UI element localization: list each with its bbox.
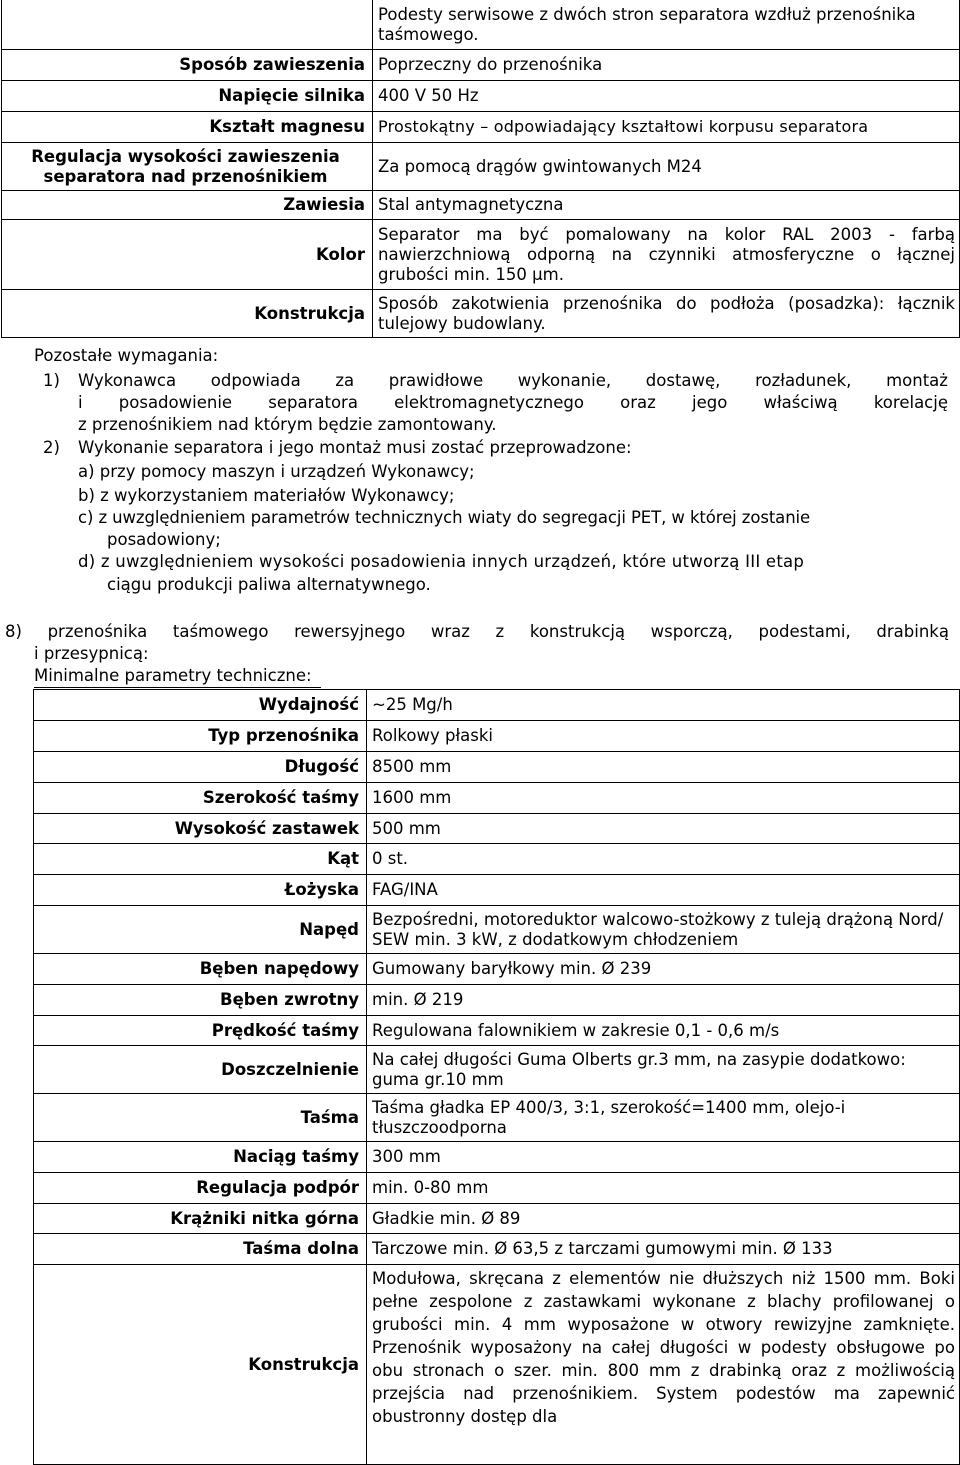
sub-item-c: c) z uwzględnieniem parametrów technicznych wiaty do segregacji PET, w której zostanie bbox=[78, 508, 811, 527]
spec-label: Konstrukcja bbox=[2, 290, 373, 338]
spec-value: Podesty serwisowe z dwóch stron separatora wzdłuż przenośnika taśmowego. bbox=[373, 0, 960, 50]
spec-value: ~25 Mg/h bbox=[367, 690, 960, 721]
section-8-heading: 8) przenośnika taśmowego rewersyjnego wraz z konstrukcją wsporczą, podestami, drabinką bbox=[5, 622, 949, 641]
table-row bbox=[2, 290, 960, 338]
spec-label: Prędkość taśmy bbox=[34, 1016, 367, 1046]
spec-value: Sposób zakotwienia przenośnika do podłoża (posadzka): łącznik tulejowy budowlany. bbox=[373, 290, 960, 338]
table-row bbox=[2, 112, 960, 143]
separator-spec-table bbox=[1, 0, 960, 338]
spec-value: Prostokątny – odpowiadający kształtowi korpusu separatora bbox=[373, 112, 960, 143]
table-row bbox=[34, 1173, 960, 1204]
table-row bbox=[34, 1094, 960, 1142]
spec-value: 300 mm bbox=[367, 1142, 960, 1173]
table-row bbox=[34, 1265, 960, 1465]
table-row bbox=[34, 721, 960, 752]
spec-label: Bęben zwrotny bbox=[34, 985, 367, 1016]
spec-value: Bezpośredni, motoreduktor walcowo-stożkowy z tuleją drążoną Nord/ SEW min. 3 kW, z dodatkowym chłodzeniem bbox=[367, 906, 960, 954]
spec-value: Separator ma być pomalowany na kolor RAL 2003 - farbą nawierzchniową odporną na czynniki atmosferyczne o łącznej grubości min. 150 μm. bbox=[373, 220, 960, 290]
requirement-1-line-1: Wykonawca odpowiada za prawidłowe wykonanie, dostawę, rozładunek, montaż bbox=[78, 371, 948, 390]
spec-value: Gumowany baryłkowy min. Ø 239 bbox=[367, 954, 960, 985]
table-row bbox=[34, 1234, 960, 1265]
requirement-1-line-2: i posadowienie separatora elektromagnetycznego oraz jego właściwą korelację bbox=[78, 393, 948, 412]
requirement-1-line-3: z przenośnikiem nad którym będzie zamontowany. bbox=[78, 415, 497, 434]
spec-value: 400 V 50 Hz bbox=[373, 81, 960, 112]
spec-value: Rolkowy płaski bbox=[367, 721, 960, 752]
spec-label: Szerokość taśmy bbox=[34, 783, 367, 814]
table-row bbox=[34, 783, 960, 814]
conveyor-spec-table bbox=[33, 689, 960, 1465]
spec-value: 8500 mm bbox=[367, 752, 960, 783]
spec-label: Konstrukcja bbox=[34, 1265, 367, 1465]
spec-value: 1600 mm bbox=[367, 783, 960, 814]
table-row bbox=[34, 752, 960, 783]
min-params-caption: Minimalne parametry techniczne: bbox=[34, 666, 312, 685]
table-row bbox=[2, 191, 960, 220]
table-row bbox=[2, 50, 960, 81]
sub-item-d-cont: ciągu produkcji paliwa alternatywnego. bbox=[107, 575, 431, 594]
requirement-2-text: Wykonanie separatora i jego montaż musi zostać przeprowadzone: bbox=[78, 438, 632, 457]
spec-label: Kolor bbox=[2, 220, 373, 290]
table-row bbox=[34, 954, 960, 985]
spec-label: Wysokość zastawek bbox=[34, 814, 367, 844]
spec-label: Krążniki nitka górna bbox=[34, 1204, 367, 1234]
spec-value: Na całej długości Guma Olberts gr.3 mm, na zasypie dodatkowo: guma gr.10 mm bbox=[367, 1046, 960, 1094]
spec-label: Typ przenośnika bbox=[34, 721, 367, 752]
table-row bbox=[2, 143, 960, 191]
table-row bbox=[34, 844, 960, 875]
spec-value: Tarczowe min. Ø 63,5 z tarczami gumowymi min. Ø 133 bbox=[367, 1234, 960, 1265]
spec-label: Długość bbox=[34, 752, 367, 783]
spec-label: Wydajność bbox=[34, 690, 367, 721]
spec-value: Za pomocą drągów gwintowanych M24 bbox=[373, 143, 960, 191]
table-row bbox=[34, 906, 960, 954]
spec-value: 500 mm bbox=[367, 814, 960, 844]
list-number: 2) bbox=[43, 438, 60, 457]
sub-item-d: d) z uwzględnieniem wysokości posadowienia innych urządzeń, które utworzą III etap bbox=[78, 552, 805, 571]
table-row bbox=[34, 1204, 960, 1234]
table-row bbox=[34, 1046, 960, 1094]
caption-underline bbox=[34, 687, 321, 688]
spec-label: Bęben napędowy bbox=[34, 954, 367, 985]
spec-label: Napięcie silnika bbox=[2, 81, 373, 112]
spec-value: Stal antymagnetyczna bbox=[373, 191, 960, 220]
spec-label: Kąt bbox=[34, 844, 367, 875]
spec-label: Doszczelnienie bbox=[34, 1046, 367, 1094]
table-row bbox=[34, 814, 960, 844]
table-row bbox=[34, 1142, 960, 1173]
spec-value: min. Ø 219 bbox=[367, 985, 960, 1016]
spec-value: Taśma gładka EP 400/3, 3:1, szerokość=1400 mm, olejo-i tłuszczoodporna bbox=[367, 1094, 960, 1142]
spec-label bbox=[2, 0, 373, 50]
spec-label: Sposób zawieszenia bbox=[2, 50, 373, 81]
table-row bbox=[34, 985, 960, 1016]
table-row bbox=[2, 0, 960, 50]
spec-value: Regulowana falownikiem w zakresie 0,1 - 0,6 m/s bbox=[367, 1016, 960, 1046]
spec-label: Taśma dolna bbox=[34, 1234, 367, 1265]
spec-value: Gładkie min. Ø 89 bbox=[367, 1204, 960, 1234]
spec-value: FAG/INA bbox=[367, 875, 960, 906]
table-row bbox=[34, 875, 960, 906]
spec-label: Łożyska bbox=[34, 875, 367, 906]
spec-label: Regulacja wysokości zawieszenia separatora nad przenośnikiem bbox=[2, 143, 373, 191]
spec-label: Naciąg taśmy bbox=[34, 1142, 367, 1173]
spec-label: Zawiesia bbox=[2, 191, 373, 220]
spec-label: Regulacja podpór bbox=[34, 1173, 367, 1204]
table-row bbox=[34, 1016, 960, 1046]
spec-value: 0 st. bbox=[367, 844, 960, 875]
spec-label: Napęd bbox=[34, 906, 367, 954]
spec-value: Poprzeczny do przenośnika bbox=[373, 50, 960, 81]
spec-value: Modułowa, skręcana z elementów nie dłuższych niż 1500 mm. Boki pełne zespolone z zastawkami wykonane z blachy profilowanej o grubości min. 4 mm wyposażone w otwory rewizyjne zamknięte. Przenośnik wyposażony na całej długości w podesty obsługowe po obu stronach o szer. min. 800 mm z drabinką oraz z możliwością przejścia nad przenośnikiem. System podestów ma zapewnić obustronny dostęp dla bbox=[367, 1265, 960, 1465]
list-number: 1) bbox=[43, 371, 60, 390]
requirements-heading: Pozostałe wymagania: bbox=[34, 346, 219, 365]
sub-item-c-cont: posadowiony; bbox=[107, 530, 221, 549]
table-row bbox=[2, 81, 960, 112]
section-8-heading-cont: i przesypnicą: bbox=[34, 644, 149, 663]
spec-value: min. 0-80 mm bbox=[367, 1173, 960, 1204]
spec-label: Taśma bbox=[34, 1094, 367, 1142]
sub-item-a: a) przy pomocy maszyn i urządzeń Wykonawcy; bbox=[78, 462, 475, 481]
sub-item-b: b) z wykorzystaniem materiałów Wykonawcy; bbox=[78, 486, 455, 505]
table-row bbox=[2, 220, 960, 290]
table-row bbox=[34, 690, 960, 721]
spec-label: Kształt magnesu bbox=[2, 112, 373, 143]
